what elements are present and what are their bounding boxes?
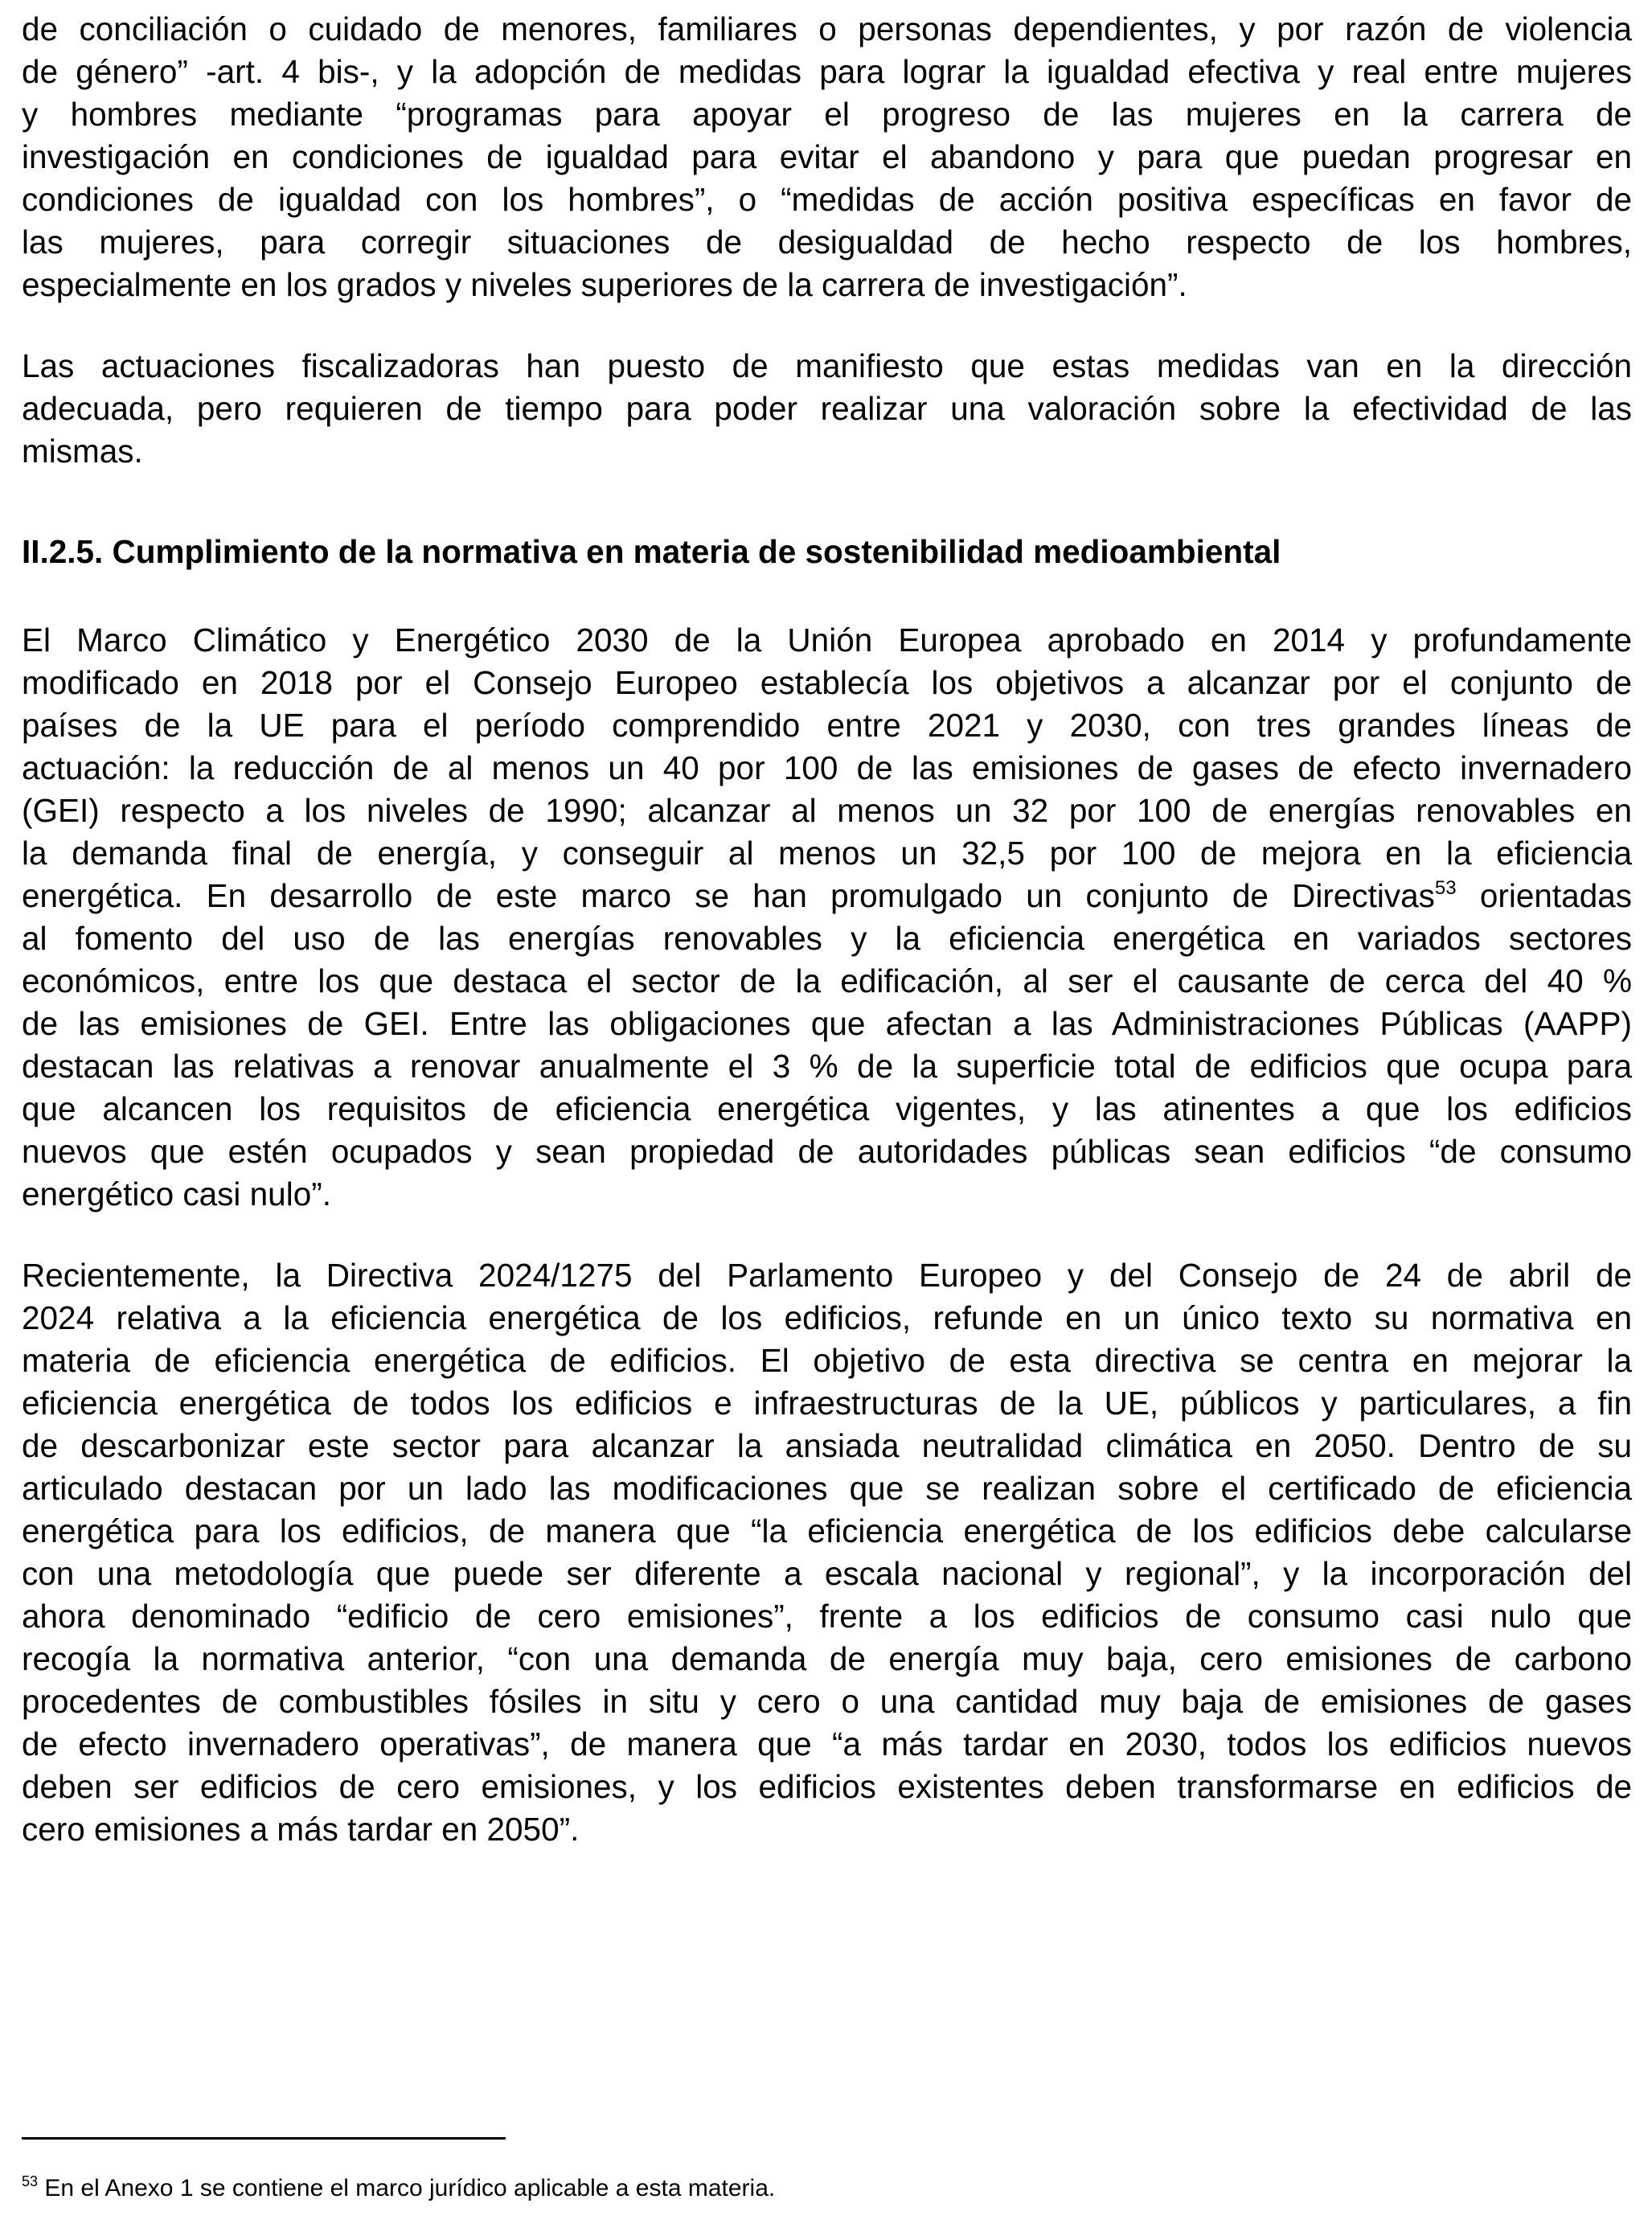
text-line: de descarbonizar este sector para alcanzar la ansiada neutralidad climática en 2050. Dentro de su xyxy=(22,1427,1632,1464)
text-segment: orientadas xyxy=(1456,877,1632,914)
text-line: materia de eficiencia energética de edificios. El objetivo de esta directiva se centra en mejorar la xyxy=(22,1342,1632,1379)
text-line: de efecto invernadero operativas”, de manera que “a más tardar en 2030, todos los edificios nuevos xyxy=(22,1725,1632,1762)
text-line: la demanda final de energía, y conseguir al menos un 32,5 por 100 de mejora en la eficiencia xyxy=(22,835,1632,872)
text-line: con una metodología que puede ser diferente a escala nacional y regional”, y la incorporación del xyxy=(22,1555,1632,1592)
text-line: El Marco Climático y Energético 2030 de la Unión Europea aprobado en 2014 y profundamente xyxy=(22,622,1632,659)
text-line: al fomento del uso de las energías renovables y la eficiencia energética en variados sectores xyxy=(22,920,1632,957)
text-line: modificado en 2018 por el Consejo Europeo establecía los objetivos a alcanzar por el conjunto de xyxy=(22,664,1632,701)
text-line: deben ser edificios de cero emisiones, y los edificios existentes deben transformarse en edificios de xyxy=(22,1768,1632,1805)
text-line: energético casi nulo”. xyxy=(22,1176,331,1212)
text-line: condiciones de igualdad con los hombres”, o “medidas de acción positiva específicas en favor de xyxy=(22,181,1632,218)
text-line: 2024 relativa a la eficiencia energética de los edificios, refunde en un único texto su normativa en xyxy=(22,1299,1632,1336)
text-line: recogía la normativa anterior, “con una demanda de energía muy baja, cero emisiones de carbono xyxy=(22,1640,1632,1677)
text-line: ahora denominado “edificio de cero emisiones”, frente a los edificios de consumo casi nulo que xyxy=(22,1598,1632,1635)
text-line-with-footnote-ref xyxy=(22,875,1632,917)
text-line: países de la UE para el período comprendido entre 2021 y 2030, con tres grandes líneas de xyxy=(22,707,1632,744)
text-line: (GEI) respecto a los niveles de 1990; alcanzar al menos un 32 por 100 de energías renovables en xyxy=(22,792,1632,829)
text-line: Las actuaciones fiscalizadoras han puesto de manifiesto que estas medidas van en la dirección xyxy=(22,347,1632,384)
footnote-separator xyxy=(22,2137,506,2140)
text-line: mismas. xyxy=(22,433,143,470)
text-line: económicos, entre los que destaca el sector de la edificación, al ser el causante de cerca del 40 % xyxy=(22,962,1632,999)
text-line: de género” -art. 4 bis-, y la adopción de medidas para lograr la igualdad efectiva y real entre mujeres xyxy=(22,53,1632,90)
footnote-number: 53 xyxy=(22,2173,39,2189)
text-line: especialmente en los grados y niveles superiores de la carrera de investigación”. xyxy=(22,266,1187,303)
text-line: adecuada, pero requieren de tiempo para poder realizar una valoración sobre la efectividad de las xyxy=(22,390,1632,427)
text-line: actuación: la reducción de al menos un 40 por 100 de las emisiones de gases de efecto invernadero xyxy=(22,749,1632,786)
text-line: articulado destacan por un lado las modificaciones que se realizan sobre el certificado de eficiencia xyxy=(22,1470,1632,1507)
text-line: Recientemente, la Directiva 2024/1275 del Parlamento Europeo y del Consejo de 24 de abril de xyxy=(22,1257,1632,1294)
text-line: cero emisiones a más tardar en 2050”. xyxy=(22,1811,580,1848)
text-line: y hombres mediante “programas para apoyar el progreso de las mujeres en la carrera de xyxy=(22,96,1632,133)
text-line: de conciliación o cuidado de menores, familiares o personas dependientes, y por razón de violencia xyxy=(22,10,1632,47)
text-line: de las emisiones de GEI. Entre las obligaciones que afectan a las Administraciones Públicas (AAPP) xyxy=(22,1005,1632,1042)
text-line: procedentes de combustibles fósiles in situ y cero o una cantidad muy baja de emisiones de gases xyxy=(22,1683,1632,1720)
footnote-reference-53[interactable]: 53 xyxy=(1434,877,1457,899)
footnote-53 xyxy=(22,2173,775,2205)
text-line: nuevos que estén ocupados y sean propiedad de autoridades públicas sean edificios “de consumo xyxy=(22,1133,1632,1170)
footnote-text: En el Anexo 1 se contiene el marco jurídico aplicable a esta materia. xyxy=(38,2175,776,2201)
text-line: destacan las relativas a renovar anualmente el 3 % de la superficie total de edificios que ocupa para xyxy=(22,1048,1632,1085)
section-heading: II.2.5. Cumplimiento de la normativa en materia de sostenibilidad medioambiental xyxy=(22,533,1281,570)
text-line: las mujeres, para corregir situaciones de desigualdad de hecho respecto de los hombres, xyxy=(22,224,1632,261)
text-line: investigación en condiciones de igualdad para evitar el abandono y para que puedan progresar en xyxy=(22,138,1632,175)
text-line: que alcancen los requisitos de eficiencia energética vigentes, y las atinentes a que los edificios xyxy=(22,1090,1632,1127)
text-line: eficiencia energética de todos los edificios e infraestructuras de la UE, públicos y particulares, a fin xyxy=(22,1385,1632,1422)
text-segment: energética. En desarrollo de este marco se han promulgado un conjunto de Directivas xyxy=(22,877,1435,914)
text-line: energética para los edificios, de manera que “la eficiencia energética de los edificios debe calcularse xyxy=(22,1512,1632,1549)
